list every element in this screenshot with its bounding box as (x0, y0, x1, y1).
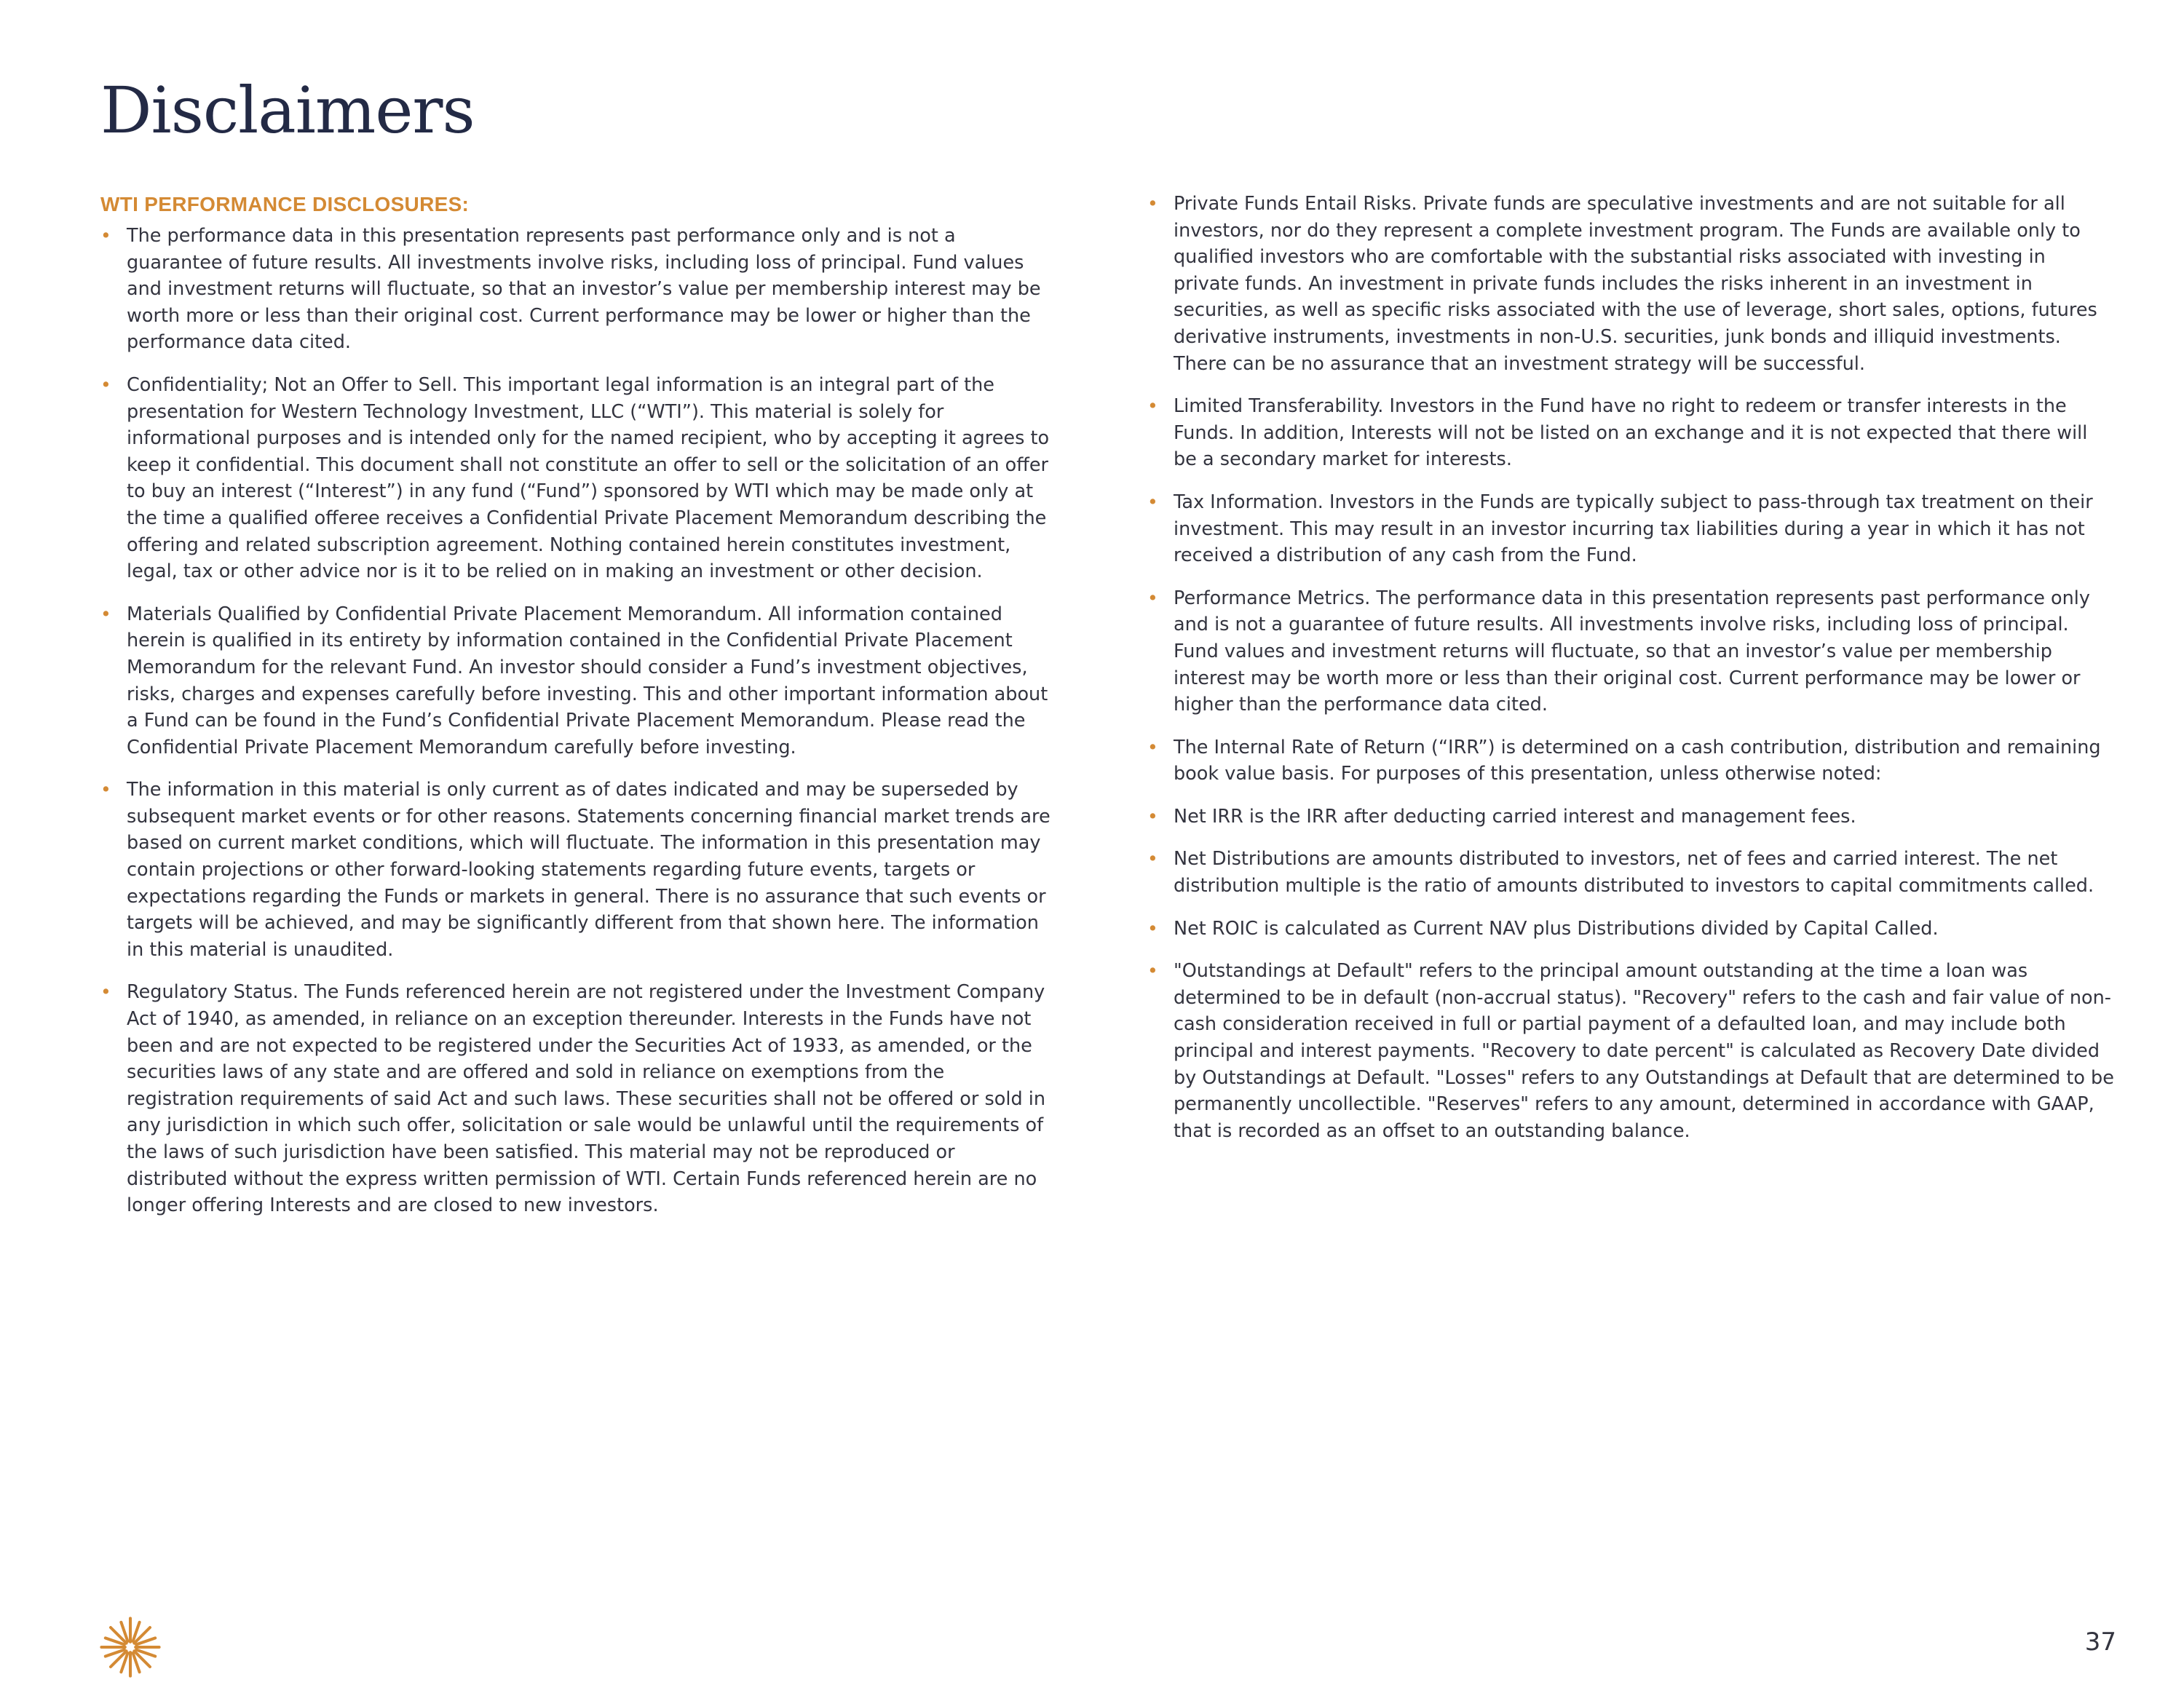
list-item-text: Performance Metrics. The performance data in this presentation represents past performance only and is not a guarantee of future results. All investments involve risks, including loss of principal. Fund values and investment returns will fluctuate, so that an investor’s value per membership interest may be worth more or less than their original cost. Current performance may be lower or higher than the performance data cited. (1174, 587, 2090, 716)
starburst-logo-icon (98, 1614, 163, 1680)
bullet-icon: • (1147, 736, 1158, 758)
bullet-icon: • (100, 225, 111, 246)
bullet-icon: • (100, 981, 111, 1003)
list-item-text: Net ROIC is calculated as Current NAV plus Distributions divided by Capital Called. (1174, 917, 1939, 940)
bullet-icon: • (1147, 395, 1158, 417)
list-item (1147, 734, 2116, 788)
list-item-text: The information in this material is only current as of dates indicated and may be superseded by subsequent market events or for other reasons. Statements concerning financial market trends are based on current market conditions, which will fluctuate. The information in this presentation may contain projections or other forward-looking statements regarding future events, targets or expectations regarding the Funds or markets in general. There is no assurance that such events or targets will be achieved, and may be significantly different from that shown here. The information in this material is unaudited. (127, 779, 1051, 961)
list-item-text: Tax Information. Investors in the Funds are typically subject to pass-through tax treatment on their investment. This may result in an investor incurring tax liabilities during a year in which it has not received a distribution of any cash from the Fund. (1174, 491, 2093, 567)
bullet-icon: • (1147, 587, 1158, 608)
list-item-text: Confidentiality; Not an Offer to Sell. This important legal information is an integral part of the presentation for Western Technology Investment, LLC (“WTI”). This material is solely for informational purposes and is intended only for the named recipient, who by accepting it agrees to keep it confidential. This document shall not constitute an offer to sell or the solicitation of an offer to buy an interest (“Interest”) in any fund (“Fund”) sponsored by WTI which may be made only at the time a qualified offeree receives a Confidential Private Placement Memorandum describing the offering and related subscription agreement. Nothing contained herein constitutes investment, legal, tax or other advice nor is it to be relied on in making an investment or other decision. (127, 373, 1050, 583)
page-number: 37 (2084, 1627, 2116, 1657)
list-item (100, 372, 1054, 585)
list-item-text: "Outstandings at Default" refers to the principal amount outstanding at the time a loan was determined to be in default (non-accrual status). "Recovery" refers to the cash and fair value of non-cash consideration received in full or partial payment of a defaulted loan, and may include both principal and interest payments. "Recovery to date percent" is calculated as Recovery Date divided by Outstandings at Default. "Losses" refers to any Outstandings at Default that are determined to be permanently uncollectible. "Reserves" refers to any amount, determined in accordance with GAAP, that is recorded as an offset to an outstanding balance. (1174, 960, 2114, 1142)
bullet-icon: • (1147, 960, 1158, 982)
bullet-icon: • (1147, 848, 1158, 870)
list-item-text: The Internal Rate of Return (“IRR”) is determined on a cash contribution, distribution and remaining book value basis. For purposes of this presentation, unless otherwise noted: (1174, 736, 2101, 785)
list-item (1147, 489, 2116, 569)
list-item (100, 601, 1054, 761)
bullet-icon: • (100, 603, 111, 625)
bullet-icon: • (1147, 917, 1158, 939)
list-item-text: Net IRR is the IRR after deducting carried interest and management fees. (1174, 805, 1856, 828)
list-item-text: Regulatory Status. The Funds referenced herein are not registered under the Investment Company Act of 1940, as amended, in reliance on an exception thereunder. Interests in the Funds have not been and are not expected to be registered under the Securities Act of 1933, as amended, or the securities laws of any state and are offered and sold in reliance on exemptions from the registration requirements of said Act and such laws. These securities shall not be offered or sold in any jurisdiction in which such offer, solicitation or sale would be unlawful until the requirements of the laws of such jurisdiction have been satisfied. This material may not be reproduced or distributed without the express written permission of WTI. Certain Funds referenced herein are no longer offering Interests and are closed to new investors. (127, 981, 1045, 1217)
list-item-text: Net Distributions are amounts distributed to investors, net of fees and carried interest. The net distribution multiple is the ratio of amounts distributed to investors to capital commitments called. (1174, 848, 2094, 897)
list-item (1147, 916, 2116, 943)
page-title: Disclaimers (100, 73, 475, 148)
list-item (1147, 804, 2116, 830)
bullet-icon: • (1147, 805, 1158, 827)
list-item (1147, 958, 2116, 1144)
right-disclosure-list (1147, 191, 2116, 1144)
list-item-text: The performance data in this presentation represents past performance only and is not a guarantee of future results. All investments involve risks, including loss of principal. Fund values and investment returns will fluctuate, so that an investor’s value per membership interest may be worth more or less than their original cost. Current performance may be lower or higher than the performance data cited. (127, 225, 1041, 354)
bullet-icon: • (100, 779, 111, 801)
list-item (1147, 393, 2116, 473)
left-column (100, 191, 1054, 1235)
left-disclosure-list (100, 223, 1054, 1219)
list-item (100, 223, 1054, 356)
bullet-icon: • (1147, 193, 1158, 214)
list-item-text: Private Funds Entail Risks. Private funds are speculative investments and are not suitable for all investors, nor do they represent a complete investment program. The Funds are available only to qualified investors who are comfortable with the substantial risks associated with investing in private funds. An investment in private funds includes the risks inherent in an investment in securities, as well as specific risks associated with the use of leverage, short sales, options, futures derivative instruments, investments in non-U.S. securities, junk bonds and illiquid investments. There can be no assurance that an investment strategy will be successful. (1174, 193, 2097, 375)
list-item (1147, 191, 2116, 377)
list-item (100, 979, 1054, 1218)
list-item-text: Limited Transferability. Investors in the Fund have no right to redeem or transfer interests in the Funds. In addition, Interests will not be listed on an exchange and it is not expected that there will be a secondary market for interests. (1174, 395, 2088, 471)
bullet-icon: • (100, 373, 111, 395)
list-item (1147, 846, 2116, 899)
list-item-text: Materials Qualified by Confidential Private Placement Memorandum. All information contained herein is qualified in its entirety by information contained in the Confidential Private Placement Memorandum for the relevant Fund. An investor should consider a Fund’s investment objectives, risks, charges and expenses carefully before investing. This and other important information about a Fund can be found in the Fund’s Confidential Private Placement Memorandum. Please read the Confidential Private Placement Memorandum carefully before investing. (127, 603, 1048, 758)
right-column (1147, 191, 2116, 1160)
list-item (1147, 585, 2116, 718)
list-item (100, 777, 1054, 963)
bullet-icon: • (1147, 491, 1158, 512)
section-heading: WTI PERFORMANCE DISCLOSURES: (100, 193, 470, 215)
